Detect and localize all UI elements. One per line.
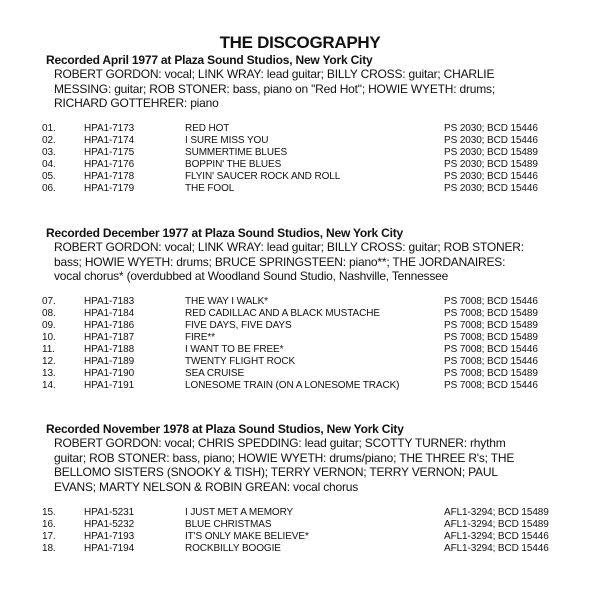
personnel-line: ROBERT GORDON: vocal; LINK WRAY: lead guitar; BILLY CROSS: guitar; ROB STONER: <box>54 240 524 254</box>
track-row <box>0 356 600 367</box>
track-number: 09. <box>42 320 56 331</box>
session-personnel <box>54 67 554 111</box>
track-source: PS 7008; BCD 15489 <box>444 308 538 319</box>
track-source: AFL1-3294; BCD 15446 <box>444 531 549 542</box>
track-title: BOPPIN' THE BLUES <box>185 159 282 170</box>
personnel-line: EVANS; MARTY NELSON & ROBIN GREAN: vocal chorus <box>54 479 359 494</box>
track-row <box>0 171 600 182</box>
track-number: 12. <box>42 356 56 367</box>
track-row <box>0 308 600 319</box>
track-source: AFL1-3294; BCD 15446 <box>444 543 549 554</box>
track-title: BLUE CHRISTMAS <box>185 519 272 530</box>
track-catalog: HPA1-7189 <box>84 356 135 367</box>
track-row <box>0 380 600 391</box>
personnel-line: bass; HOWIE WYETH: drums; BRUCE SPRINGSTEEN: piano**; THE JORDANAIRES: <box>54 254 506 269</box>
track-catalog: HPA1-7179 <box>84 183 135 194</box>
track-row <box>0 543 600 554</box>
track-number: 15. <box>42 507 56 518</box>
track-title: THE WAY I WALK* <box>185 296 268 307</box>
track-source: AFL1-3294; BCD 15489 <box>444 519 549 530</box>
track-source: PS 2030; BCD 15446 <box>444 171 538 182</box>
track-title: RED CADILLAC AND A BLACK MUSTACHE <box>185 308 380 319</box>
track-number: 16. <box>42 519 56 530</box>
track-source: PS 7008; BCD 15446 <box>444 296 538 307</box>
session-personnel <box>54 436 554 494</box>
track-catalog: HPA1-7174 <box>84 135 135 146</box>
track-number: 13. <box>42 368 56 379</box>
track-number: 05. <box>42 171 56 182</box>
track-title: I JUST MET A MEMORY <box>185 507 294 518</box>
track-number: 10. <box>42 332 56 343</box>
track-number: 07. <box>42 296 56 307</box>
track-title: ROCKBILLY BOOGIE <box>185 543 281 554</box>
track-number: 18. <box>42 543 56 554</box>
track-title: I WANT TO BE FREE* <box>185 344 284 355</box>
track-title: RED HOT <box>185 123 230 134</box>
personnel-line: guitar; ROB STONER: bass, piano; HOWIE WYETH: drums/piano; THE THREE R's; THE <box>54 450 515 465</box>
track-source: PS 2030; BCD 15446 <box>444 123 538 134</box>
track-number: 01. <box>42 123 56 134</box>
track-catalog: HPA1-7186 <box>84 320 135 331</box>
track-source: PS 2030; BCD 15446 <box>444 135 538 146</box>
track-row <box>0 147 600 158</box>
track-catalog: HPA1-5232 <box>84 519 135 530</box>
personnel-line: RICHARD GOTTEHRER: piano <box>54 96 219 110</box>
track-row <box>0 344 600 355</box>
track-source: PS 7008; BCD 15489 <box>444 332 538 343</box>
track-title: I SURE MISS YOU <box>185 135 269 146</box>
track-catalog: HPA1-7175 <box>84 147 135 158</box>
track-title: TWENTY FLIGHT ROCK <box>185 356 296 367</box>
track-catalog: HPA1-7178 <box>84 171 135 182</box>
track-title: FIRE** <box>185 332 215 343</box>
track-row <box>0 135 600 146</box>
track-number: 04. <box>42 159 56 170</box>
track-number: 14. <box>42 380 56 391</box>
track-row <box>0 159 600 170</box>
session-heading: Recorded April 1977 at Plaza Sound Studios, New York City <box>46 53 373 67</box>
track-source: PS 2030; BCD 15489 <box>444 147 538 158</box>
track-catalog: HPA1-7187 <box>84 332 135 343</box>
track-row <box>0 531 600 542</box>
track-title: FIVE DAYS, FIVE DAYS <box>185 320 292 331</box>
track-catalog: HPA1-7194 <box>84 543 135 554</box>
session-personnel <box>54 240 554 284</box>
track-catalog: HPA1-5231 <box>84 507 135 518</box>
track-title: LONESOME TRAIN (ON A LONESOME TRACK) <box>185 380 400 391</box>
session-heading: Recorded November 1978 at Plaza Sound Studios, New York City <box>46 422 404 436</box>
track-title: THE FOOL <box>185 183 235 194</box>
track-catalog: HPA1-7193 <box>84 531 135 542</box>
track-number: 06. <box>42 183 56 194</box>
track-source: PS 7008; BCD 15446 <box>444 356 538 367</box>
track-row <box>0 507 600 518</box>
track-row <box>0 296 600 307</box>
track-number: 11. <box>42 344 55 355</box>
track-source: PS 2030; BCD 15489 <box>444 159 538 170</box>
track-source: PS 2030; BCD 15446 <box>444 183 538 194</box>
track-title: FLYIN' SAUCER ROCK AND ROLL <box>185 171 341 182</box>
track-row <box>0 519 600 530</box>
track-number: 08. <box>42 308 56 319</box>
track-source: PS 7008; BCD 15489 <box>444 320 538 331</box>
track-row <box>0 320 600 331</box>
track-title: SEA CRUISE <box>185 368 245 379</box>
track-row <box>0 183 600 194</box>
page-title: THE DISCOGRAPHY <box>219 33 381 52</box>
personnel-line: ROBERT GORDON: vocal; LINK WRAY: lead guitar; BILLY CROSS: guitar; CHARLIE <box>54 67 495 81</box>
track-catalog: HPA1-7176 <box>84 159 135 170</box>
track-source: PS 7008; BCD 15446 <box>444 344 538 355</box>
track-catalog: HPA1-7183 <box>84 296 135 307</box>
track-catalog: HPA1-7190 <box>84 368 135 379</box>
track-number: 03. <box>42 147 56 158</box>
track-source: PS 7008; BCD 15446 <box>444 380 538 391</box>
personnel-line: MESSING: guitar; ROB STONER: bass, piano on "Red Hot"; HOWIE WYETH: drums; <box>54 81 495 96</box>
track-catalog: HPA1-7191 <box>84 380 135 391</box>
track-row <box>0 368 600 379</box>
track-source: AFL1-3294; BCD 15489 <box>444 507 549 518</box>
track-catalog: HPA1-7173 <box>84 123 135 134</box>
track-row <box>0 123 600 134</box>
track-number: 17. <box>42 531 56 542</box>
personnel-line: vocal chorus* (overdubbed at Woodland Sound Studio, Nashville, Tennessee <box>54 269 449 283</box>
track-title: IT'S ONLY MAKE BELIEVE* <box>185 531 309 542</box>
session-heading: Recorded December 1977 at Plaza Sound Studios, New York City <box>46 226 404 240</box>
track-source: PS 7008; BCD 15489 <box>444 368 538 379</box>
track-row <box>0 332 600 343</box>
personnel-line: ROBERT GORDON: vocal; CHRIS SPEDDING: lead guitar; SCOTTY TURNER: rhythm <box>54 436 506 450</box>
personnel-line: BELLOMO SISTERS (SNOOKY & TISH); TERRY VERNON; TERRY VERNON; PAUL <box>54 465 498 479</box>
track-catalog: HPA1-7188 <box>84 344 135 355</box>
track-number: 02. <box>42 135 56 146</box>
track-catalog: HPA1-7184 <box>84 308 135 319</box>
track-title: SUMMERTIME BLUES <box>185 147 288 158</box>
